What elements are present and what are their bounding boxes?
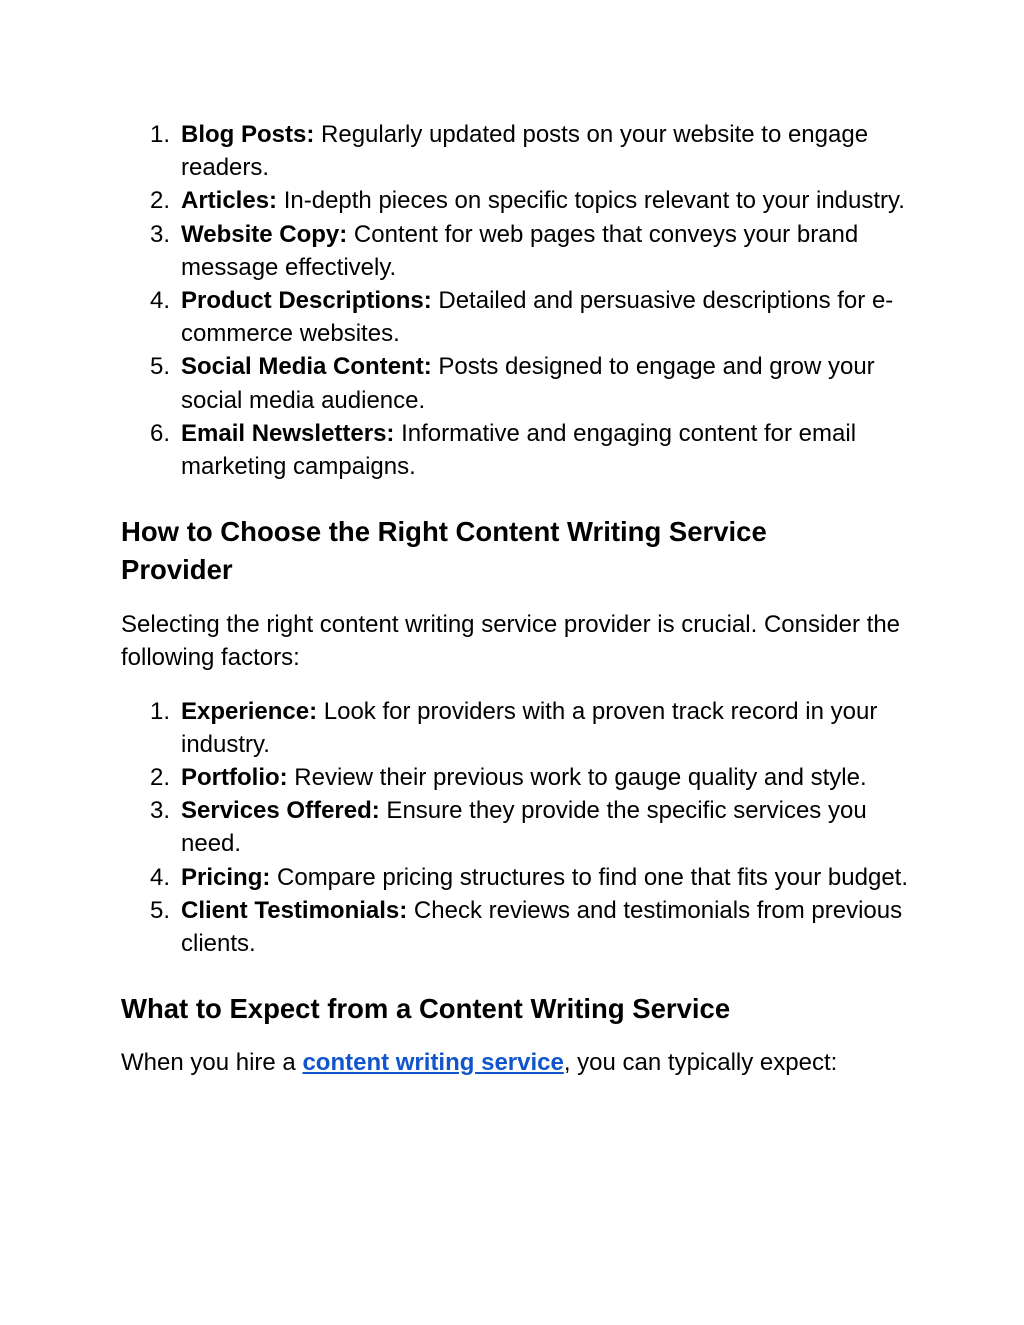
list-term: Blog Posts: (181, 121, 315, 148)
list-term: Pricing: (181, 863, 271, 891)
list-number: 4. (149, 287, 170, 315)
list-term: Website Copy: (181, 220, 348, 248)
list-number: 3. (149, 797, 170, 825)
list-item (121, 118, 911, 184)
list-item (121, 218, 911, 284)
list-term: Portfolio: (181, 764, 288, 792)
list-number: 1. (149, 697, 170, 725)
document-page (121, 118, 911, 1079)
list-description: Check reviews and testimonials from previous clients. (181, 896, 903, 958)
list-item (121, 761, 911, 794)
list-number: 2. (149, 764, 170, 792)
list-number: 4. (149, 863, 170, 891)
list-description: In-depth pieces on specific topics relevant to your industry. (277, 187, 905, 215)
list-item (121, 184, 911, 217)
selection-factors-list (121, 695, 911, 961)
list-number: 5. (149, 896, 170, 924)
list-number: 2. (149, 187, 170, 215)
list-description: Informative and engaging content for email marketing campaigns. (181, 419, 857, 481)
section-intro-what-to-expect (121, 1046, 911, 1079)
list-term: Email Newsletters: (181, 419, 395, 447)
list-term: Experience: (181, 697, 318, 725)
section-heading-choose-provider: How to Choose the Right Content Writing Service Provider (121, 516, 767, 585)
list-term: Articles: (181, 187, 278, 215)
list-item (121, 861, 911, 894)
list-term: Services Offered: (181, 797, 380, 825)
list-number: 1. (149, 121, 170, 148)
content-writing-service-link[interactable]: content writing service (302, 1048, 564, 1076)
list-item (121, 794, 911, 860)
intro-text-before-link: When you hire a (121, 1048, 303, 1076)
list-item (121, 284, 911, 350)
section-intro-choose-provider: Selecting the right content writing service provider is crucial. Consider the following factors: (121, 611, 901, 672)
list-term: Client Testimonials: (181, 896, 408, 924)
content-types-list (121, 118, 911, 483)
list-number: 6. (149, 419, 170, 447)
list-description: Ensure they provide the specific services you need. (181, 797, 867, 858)
list-item (121, 894, 911, 960)
intro-text-after-link: , you can typically expect: (563, 1048, 838, 1076)
list-description: Content for web pages that conveys your brand message effectively. (181, 220, 859, 281)
list-description: Compare pricing structures to find one that fits your budget. (270, 863, 909, 891)
list-item (121, 695, 911, 761)
list-number: 3. (149, 220, 170, 248)
list-number: 5. (149, 353, 170, 381)
list-term: Social Media Content: (181, 353, 432, 381)
section-heading-what-to-expect: What to Expect from a Content Writing Service (121, 993, 731, 1025)
list-term: Product Descriptions: (181, 287, 432, 315)
list-description: Review their previous work to gauge quality and style. (287, 764, 867, 792)
list-description: Regularly updated posts on your website to engage readers. (181, 121, 869, 182)
list-description: Look for providers with a proven track record in your industry. (181, 697, 878, 758)
list-item (121, 417, 911, 483)
list-description: Detailed and persuasive descriptions for e-commerce websites. (181, 287, 894, 348)
list-item (121, 350, 911, 416)
list-description: Posts designed to engage and grow your social media audience. (181, 353, 875, 414)
